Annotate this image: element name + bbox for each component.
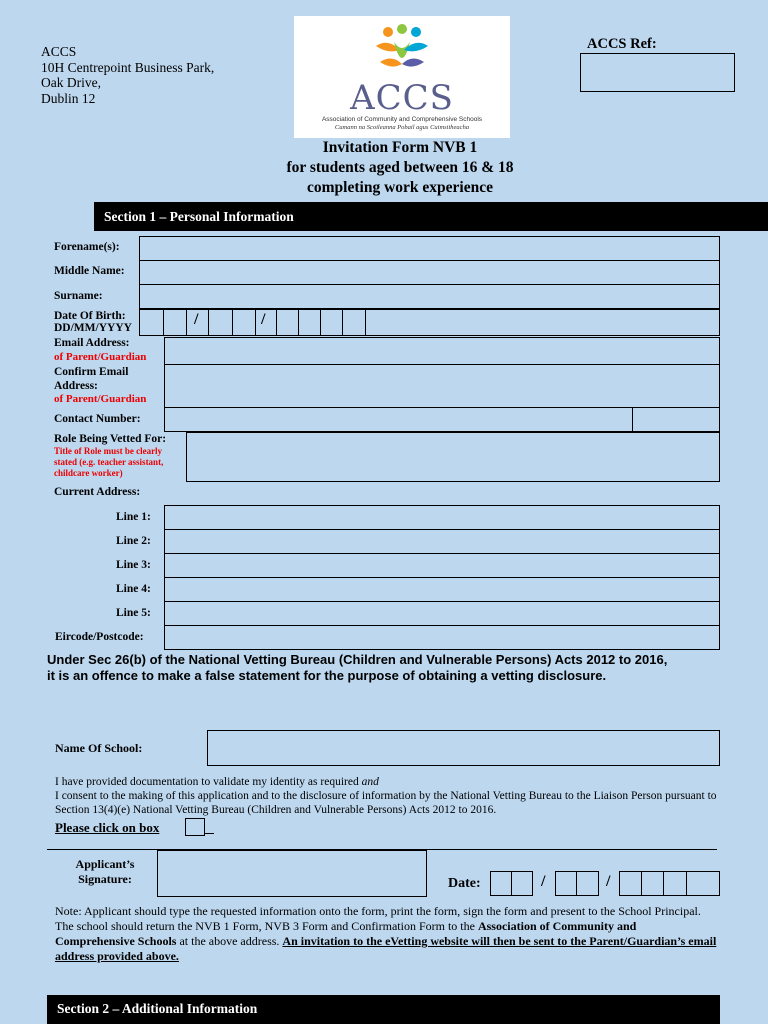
note-text: at the above address. xyxy=(176,934,283,948)
note-org: Association of Community and Comprehensive Schools xyxy=(55,919,637,948)
contact-input[interactable] xyxy=(164,407,633,432)
consent-and: and xyxy=(361,776,379,788)
address-line-4-input[interactable] xyxy=(164,577,720,602)
role-label: Role Being Vetted For: xyxy=(54,433,167,445)
email-label: Email Address: xyxy=(54,337,130,349)
dob-separator: / xyxy=(194,311,199,328)
date-year-4[interactable] xyxy=(686,871,720,896)
address-line-5-input[interactable] xyxy=(164,601,720,626)
address-line: 10H Centrepoint Business Park, xyxy=(41,59,215,75)
click-box-label: Please click on box xyxy=(55,820,160,835)
address-line-4-label: Line 4: xyxy=(116,583,151,595)
signature-label xyxy=(72,857,138,887)
dob-month-1[interactable] xyxy=(208,309,233,336)
people-logo-icon xyxy=(372,24,432,76)
date-year-1[interactable] xyxy=(619,871,642,896)
note-invitation: An invitation to the eVetting website will then be sent to the Parent/Guardian’s email address provided above. xyxy=(55,934,717,963)
consent-text xyxy=(55,775,720,817)
address-line: ACCS xyxy=(41,44,77,59)
instructions-note xyxy=(55,904,719,964)
address-line-2-label: Line 2: xyxy=(116,535,151,547)
consent-checkbox[interactable] xyxy=(185,818,205,836)
logo-wordmark: ACCS xyxy=(350,78,454,118)
date-day-2[interactable] xyxy=(511,871,533,896)
date-year-3[interactable] xyxy=(663,871,687,896)
warning-line: Under Sec 26(b) of the National Vetting Bureau (Children and Vulnerable Persons) Acts 2012 to 2016, xyxy=(47,652,668,667)
address-line-1-input[interactable] xyxy=(164,505,720,530)
dob-year-2[interactable] xyxy=(298,309,321,336)
note-text: Note: Applicant should type the requested information onto the form, print the form, sign the form and present to the School Principal. The school should return the NVB 1 Form, NVB 3 Form and Confirmation Form to the xyxy=(55,904,701,933)
date-day-1[interactable] xyxy=(490,871,512,896)
consent-line-1: I have provided documentation to validate my identity as required xyxy=(55,776,359,788)
school-label: Name Of School: xyxy=(55,741,143,755)
confirm-email-input[interactable] xyxy=(164,364,720,408)
accs-logo xyxy=(294,16,510,138)
checkbox-underline xyxy=(205,833,214,834)
dob-year-3[interactable] xyxy=(320,309,343,336)
address-line-3-input[interactable] xyxy=(164,553,720,578)
signature-input[interactable] xyxy=(157,850,427,897)
ref-label: ACCS Ref: xyxy=(587,36,657,52)
role-input[interactable] xyxy=(186,432,720,482)
form-subtitle: completing work experience xyxy=(307,179,493,196)
email-note: of Parent/Guardian xyxy=(54,351,147,363)
dob-year-1[interactable] xyxy=(276,309,299,336)
warning-line: it is an offence to make a false statement for the purpose of obtaining a vetting disclosure. xyxy=(47,668,607,683)
dob-month-2[interactable] xyxy=(232,309,256,336)
address-line: Dublin 12 xyxy=(41,90,96,106)
eircode-input[interactable] xyxy=(164,625,720,650)
role-note: stated (e.g. teacher assistant, xyxy=(54,457,164,467)
section-2-title: Section 2 – Additional Information xyxy=(57,1001,258,1016)
address-line-3-label: Line 3: xyxy=(116,559,151,571)
middle-name-input[interactable] xyxy=(139,260,720,285)
confirm-email-note: of Parent/Guardian xyxy=(54,393,147,405)
date-separator: / xyxy=(606,873,611,890)
sender-address xyxy=(41,44,214,106)
address-line-5-label: Line 5: xyxy=(116,607,151,619)
middle-name-label: Middle Name: xyxy=(54,265,125,277)
form-subtitle: for students aged between 16 & 18 xyxy=(286,159,514,176)
section-1-header xyxy=(94,202,768,231)
false-statement-warning xyxy=(47,652,719,684)
role-note: Title of Role must be clearly xyxy=(54,446,163,456)
form-title: Invitation Form NVB 1 xyxy=(322,139,478,156)
logo-subtitle: Association of Community and Comprehensive Schools xyxy=(321,116,483,123)
signature-label-line: Applicant’s xyxy=(75,857,135,871)
current-address-label: Current Address: xyxy=(54,486,141,498)
date-month-1[interactable] xyxy=(555,871,577,896)
role-note: childcare worker) xyxy=(54,468,123,478)
dob-day-2[interactable] xyxy=(163,309,187,336)
forename-label: Forename(s): xyxy=(54,241,120,253)
logo-subtitle-irish: Cumann na Scoileanna Pobail agus Cuimsitheacha xyxy=(334,124,470,131)
eircode-label: Eircode/Postcode: xyxy=(55,631,144,643)
confirm-email-label: Confirm Email xyxy=(54,366,129,378)
date-month-2[interactable] xyxy=(576,871,599,896)
dob-year-4[interactable] xyxy=(342,309,366,336)
confirm-email-label-2: Address: xyxy=(54,380,98,392)
date-label: Date: xyxy=(448,876,481,891)
school-input[interactable] xyxy=(207,730,720,766)
dob-separator: / xyxy=(261,311,266,328)
surname-label: Surname: xyxy=(54,290,103,302)
date-year-2[interactable] xyxy=(641,871,664,896)
dob-label: Date Of Birth: xyxy=(54,310,126,322)
contact-input-extra[interactable] xyxy=(632,407,720,432)
address-line-2-input[interactable] xyxy=(164,529,720,554)
contact-label: Contact Number: xyxy=(54,413,141,425)
email-input[interactable] xyxy=(164,337,720,365)
signature-label-line: Signature: xyxy=(78,872,132,886)
section-2-header xyxy=(47,995,720,1024)
surname-input[interactable] xyxy=(139,284,720,309)
ref-field[interactable] xyxy=(580,53,735,92)
dob-day-1[interactable] xyxy=(139,309,164,336)
forename-input[interactable] xyxy=(139,236,720,261)
date-separator: / xyxy=(541,873,546,890)
consent-line-2: I consent to the making of this application and to the disclosure of information by the National Vetting Bureau to the Liaison Person pursuant to Section 13(4)(e) National Vetting Bureau (Children and Vulnerable Persons) Acts 2012 to 2016. xyxy=(55,790,717,816)
address-line: Oak Drive, xyxy=(41,75,101,90)
section-1-title: Section 1 – Personal Information xyxy=(104,209,294,224)
dob-format-label: DD/MM/YYYY xyxy=(54,322,132,334)
address-line-1-label: Line 1: xyxy=(116,511,151,523)
